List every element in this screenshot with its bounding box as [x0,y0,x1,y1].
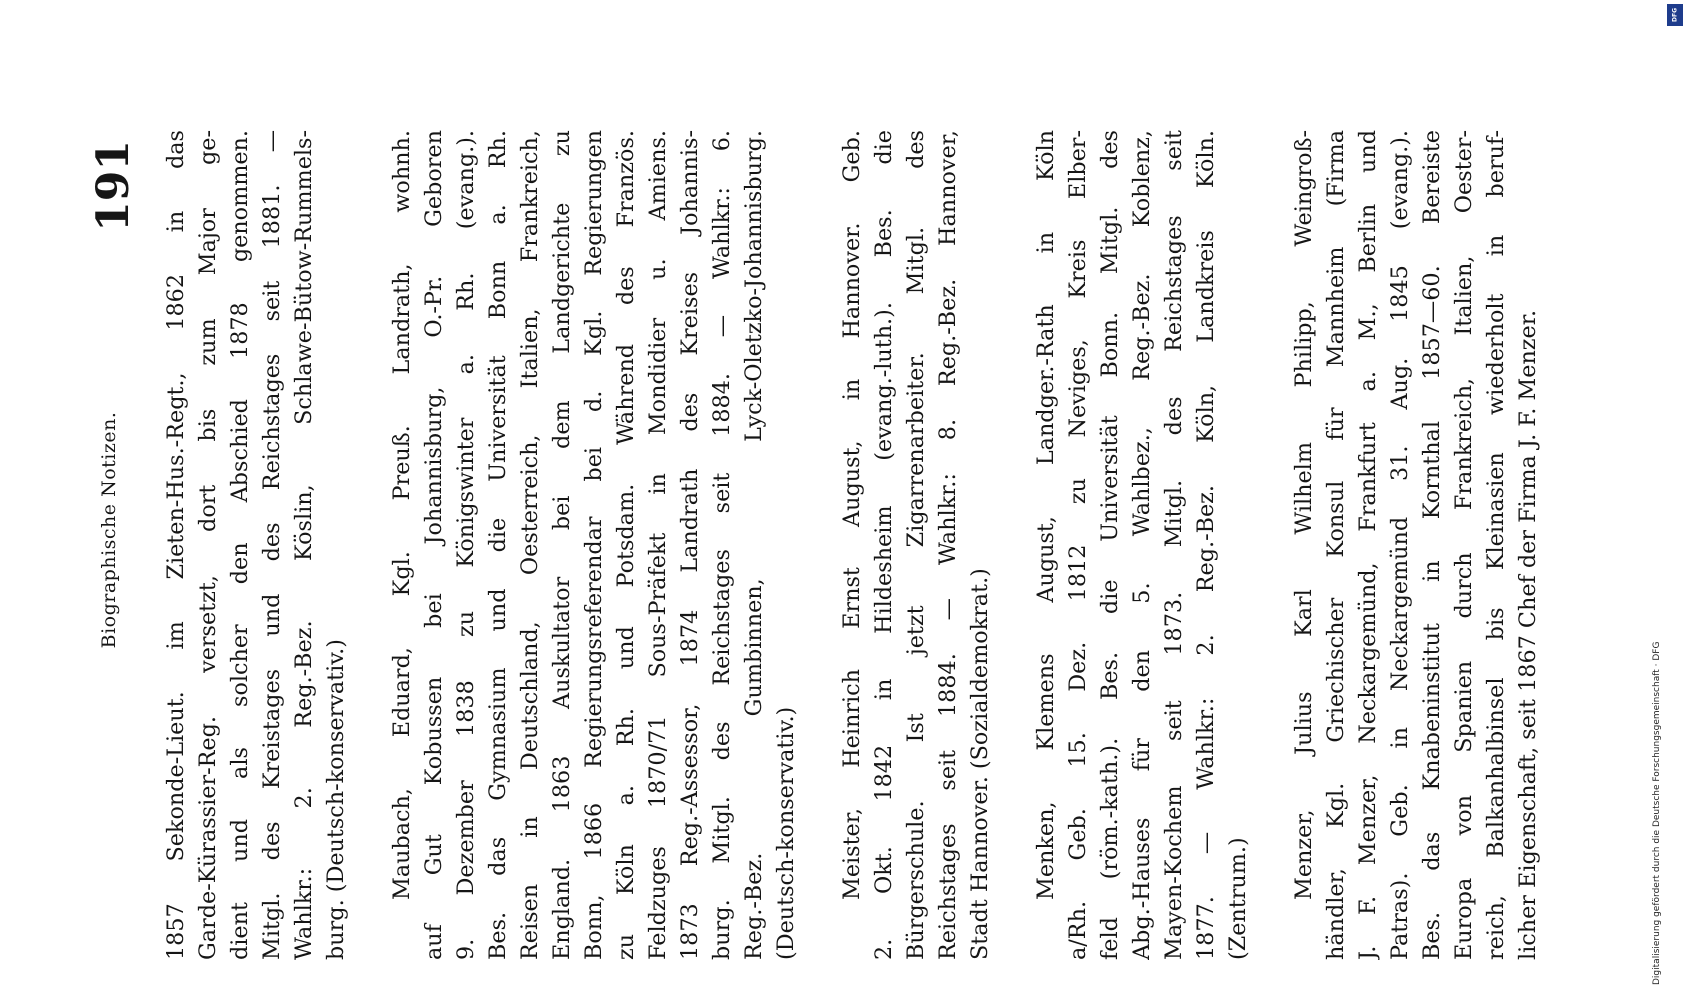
entry-heading-line: Maubach, Eduard, Kgl. Preuß. Landrath, wohnh. [389,130,415,900]
biography-entry-maubach [386,130,802,960]
running-head [88,100,139,960]
text-line: Bonn, 1866 Regierungsreferendar bei d. Kgl. Regierungen [581,130,607,960]
page-number: 191 [88,140,139,232]
text-line: feld (röm.-kath.). Bes. die Universität Bonn. Mitgl. des [1097,130,1123,960]
dfg-logo: DFG [1667,4,1683,26]
text-line: Bürgerschule. Ist jetzt Zigarrenarbeiter. Mitgl. des [903,130,929,960]
text-line: 1873 Reg.-Assessor, 1874 Landrath des Kreises Johannis- [677,130,703,960]
text-line: a/Rh. Geb. 15. Dez. 1812 zu Neviges, Kreis Elber- [1065,130,1091,960]
text-line: Bes. das Knabeninstitut in Kornthal 1857—60. Bereiste [1419,130,1445,960]
body-text [160,130,1544,960]
text-line: (Deutsch-konservativ.) [773,706,799,960]
text-line: dient und als solcher den Abschied 1878 genommen. [227,130,253,960]
text-line: (Zentrum.) [1225,837,1251,960]
text-line: Wahlkr.: 2. Reg.-Bez. Köslin, Schlawe-Bütow-Rummels- [291,130,317,960]
text-line: Bes. das Gymnasium und die Universität Bonn a. Rh. [485,130,511,960]
text-line: 1857 Sekonde-Lieut. im Zieten-Hus.-Regt., 1862 in das [163,130,189,960]
text-line: Mitgl. des Kreistages und des Reichstages seit 1881. — [259,130,285,960]
text-line: England. 1863 Auskultator bei dem Landgerichte zu [549,130,575,960]
biography-entry-meister [836,130,996,960]
text-line: Reichstages seit 1884. — Wahlkr.: 8. Reg.-Bez. Hannover, [935,130,961,960]
text-line: Feldzuges 1870/71 Sous-Präfekt in Mondidier u. Amiens. [645,130,671,960]
digitization-credit: Digitalisierung gefördert durch die Deutsche Forschungsgemeinschaft · DFG [1652,641,1662,985]
text-line: Abg.-Hauses für den 5. Wahlbez., Reg.-Bez. Koblenz, [1129,130,1155,960]
biography-entry-menken [1030,130,1254,960]
text-line: Reisen in Deutschland, Oesterreich, Italien, Frankreich, [517,130,543,960]
text-line: auf Gut Kobussen bei Johannisburg, O.-Pr. Geboren [421,130,447,960]
text-line: 2. Okt. 1842 in Hildesheim (evang.-luth.). Bes. die [871,130,897,960]
biography-entry-continuation [160,130,352,960]
text-line: Reg.-Bez. Gumbinnen, Lyck-Oletzko-Johannisburg. [741,130,767,960]
text-line: Mayen-Kochem seit 1873. Mitgl. des Reichstages seit [1161,130,1187,960]
text-line: J. F. Menzer, Neckargemünd, Frankfurt a. M., Berlin und [1355,130,1381,960]
text-line: Patras). Geb. in Neckargemünd 31. Aug. 1845 (evang.). [1387,130,1413,960]
text-line: händler, Kgl. Griechischer Konsul für Mannheim (Firma [1323,130,1349,960]
text-line: Europa von Spanien durch Frankreich, Italien, Oester- [1451,130,1477,960]
biography-entry-menzer [1288,130,1544,960]
entry-heading-line: Meister, Heinrich Ernst August, in Hannover. Geb. [839,130,865,900]
text-line: reich, Balkanhalbinsel bis Kleinasien wiederholt in beruf- [1483,130,1509,960]
text-line: zu Köln a. Rh. und Potsdam. Während des Französ. [613,130,639,960]
text-line: licher Eigenschaft, seit 1867 Chef der Firma J. F. Menzer. [1515,309,1541,960]
text-line: Garde-Kürassier-Reg. versetzt, dort bis zum Major ge- [195,130,221,960]
book-page [88,100,1541,960]
entry-heading-line: Menken, Klemens August, Landger.-Rath in Köln [1033,130,1059,900]
running-title: Biographische Notizen. [98,411,120,649]
entry-heading-line: Menzer, Julius Karl Wilhelm Philipp, Weingroß- [1291,130,1317,900]
text-line: Stadt Hannover. (Sozialdemokrat.) [967,568,993,960]
text-line: burg. (Deutsch-konservativ.) [323,639,349,960]
text-line: 9. Dezember 1838 zu Königswinter a. Rh. (evang.). [453,130,479,960]
text-line: burg. Mitgl. des Reichstages seit 1884. — Wahlkr.: 6. [709,130,735,960]
text-line: 1877. — Wahlkr.: 2. Reg.-Bez. Köln, Landkreis Köln. [1193,130,1219,960]
